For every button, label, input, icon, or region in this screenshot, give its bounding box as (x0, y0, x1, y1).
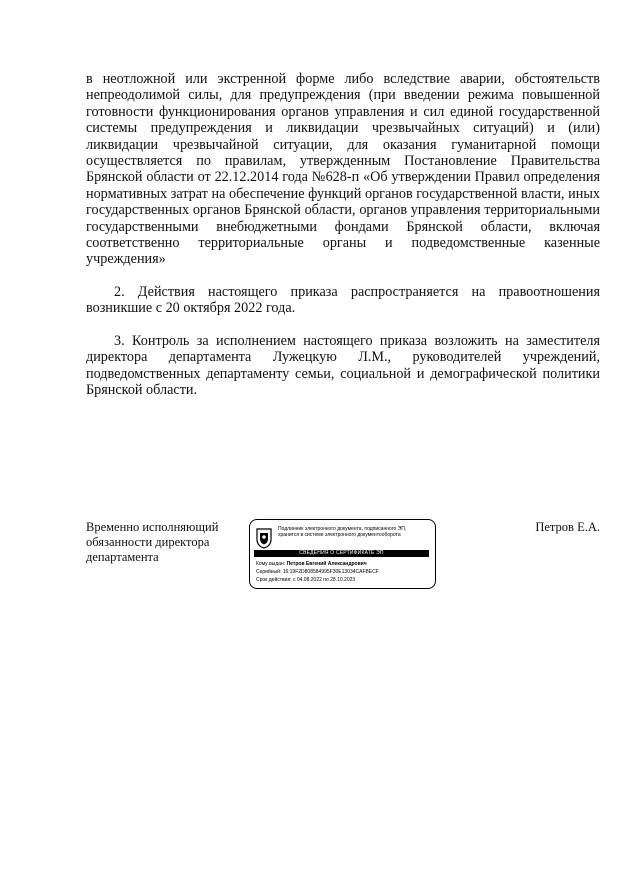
stamp-header-line-1: Подлинник электронного документа, подписанного ЭП, (278, 526, 407, 532)
validity-label: Срок действия: (256, 577, 293, 583)
serial-row (256, 569, 431, 575)
serial-label: Серийный: (256, 569, 283, 575)
issued-to-value: Петров Евгений Александрович (286, 561, 367, 567)
signatory-position (86, 520, 246, 565)
signatory-name: Петров Е.А. (535, 520, 600, 534)
stamp-header-line-2: хранится в системе электронного документооборота (278, 532, 401, 538)
position-line-3: департамента (86, 550, 159, 564)
coat-of-arms-icon (255, 527, 273, 549)
paragraph-continuation (86, 71, 600, 268)
paragraph-3-text: 3. Контроль за исполнением настоящего приказа возложить на заместителя директора департамента Лужецкую Л.М., руководителей учреждений, подведомственных департаменту семьи, социальной и демографической политики Брянской области. (86, 333, 600, 399)
issued-to-row (256, 561, 431, 567)
validity-row (256, 577, 431, 583)
paragraph-item-3 (86, 333, 600, 399)
issued-to-label: Кому выдан: (256, 561, 287, 567)
serial-value: 16:19F2D808584995F30E13034CAFBECF (282, 569, 379, 575)
paragraph-2-text: 2. Действия настоящего приказа распространяется на правоотношения возникшие с 20 октября 2022 года. (86, 284, 600, 317)
position-line-2: обязанности директора (86, 535, 210, 549)
position-line-1: Временно исполняющий (86, 520, 219, 534)
validity-value: с 04.08.2022 по 28.10.2023 (292, 577, 356, 583)
stamp-header (278, 526, 430, 538)
paragraph-item-2 (86, 284, 600, 317)
certificate-title-bar: СВЕДЕНИЯ О СЕРТИФИКАТЕ ЭП (254, 550, 429, 557)
paragraph-1-text: в неотложной или экстренной форме либо вследствие аварии, обстоятельств непреодолимой силы, для предупреждения (при введении режима повышенной готовности функционирования органов управления и сил единой государственной системы предупреждения и ликвидации чрезвычайных ситуаций) и (или) ликвидации чрезвычайной ситуации, для оказания гуманитарной помощи осуществляется по правилам, утвержденным Постановление Правительства Брянской области от 22.12.2014 года №628-п «Об утверждении Правил определения нормативных затрат на обеспечение функций органов государственной власти, иных государственных органов Брянской области, органов управления территориальными государственными внебюджетными фондами Брянской области, включая соответственно территориальные органы и подведомственные казенные учреждения» (86, 71, 600, 268)
electronic-signature-stamp (249, 519, 436, 589)
